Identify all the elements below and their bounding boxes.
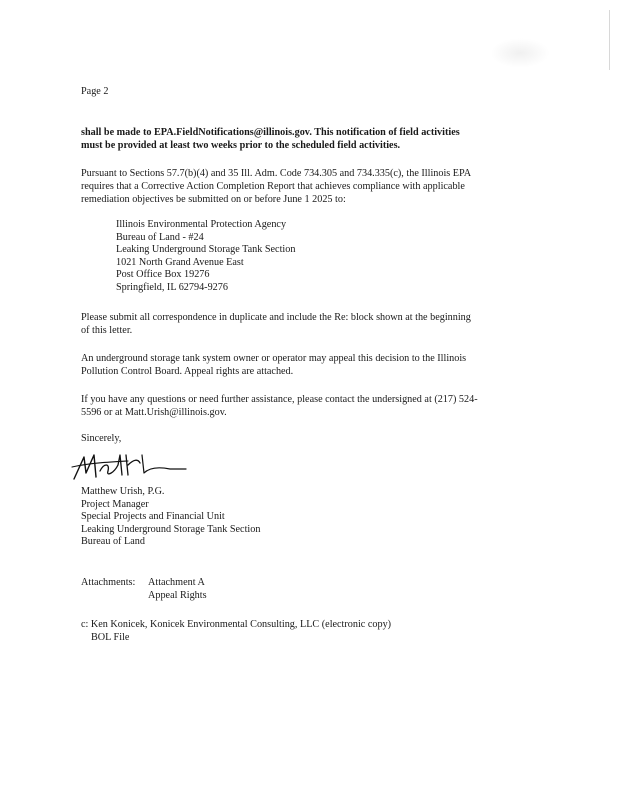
- attachment-item: Attachment A: [148, 577, 205, 588]
- signer-unit: Special Projects and Financial Unit: [81, 511, 225, 522]
- pursuant-line-1: Pursuant to Sections 57.7(b)(4) and 35 Ill. Adm. Code 734.305 and 734.335(c), the Illinois EPA: [81, 168, 472, 179]
- attachments-label: Attachments:: [81, 577, 136, 588]
- submit-line-2: of this letter.: [81, 325, 133, 336]
- questions-line-1: If you have any questions or need further assistance, please contact the undersigned at (217) 524-: [81, 394, 478, 405]
- pursuant-line-3: remediation objectives be submitted on or before June 1 2025 to:: [81, 194, 346, 205]
- page-number: Page 2: [81, 86, 109, 97]
- address-line: Post Office Box 19276: [116, 269, 210, 280]
- address-line: Illinois Environmental Protection Agency: [116, 219, 287, 230]
- cc-line-1: c: Ken Konicek, Konicek Environmental Consulting, LLC (electronic copy): [81, 619, 392, 630]
- appeal-line-1: An underground storage tank system owner or operator may appeal this decision to the Illinois: [81, 353, 467, 364]
- mailing-address: [116, 219, 295, 294]
- notification-line-2: must be provided at least two weeks prior to the scheduled field activities.: [81, 140, 401, 151]
- pursuant-line-2: requires that a Corrective Action Completion Report that achieves compliance with applicable: [81, 181, 465, 192]
- signer-title: Project Manager: [81, 498, 149, 510]
- questions-line-2: 5596 or at Matt.Urish@illinois.gov.: [81, 407, 227, 418]
- handwritten-signature: [70, 449, 190, 485]
- address-line: 1021 North Grand Avenue East: [116, 256, 244, 268]
- submit-line-1: Please submit all correspondence in duplicate and include the Re: block shown at the beginning: [81, 312, 471, 323]
- signer-block: [81, 486, 260, 549]
- signer-section: Leaking Underground Storage Tank Section: [81, 523, 261, 535]
- cc-line-2: BOL File: [91, 632, 130, 643]
- address-line: Leaking Underground Storage Tank Section: [116, 244, 296, 255]
- attachment-item: Appeal Rights: [148, 590, 207, 601]
- notification-line-1: shall be made to EPA.FieldNotifications@illinois.gov. This notification of field activities: [81, 127, 460, 138]
- closing: Sincerely,: [81, 433, 122, 444]
- address-line: Bureau of Land - #24: [116, 231, 204, 243]
- scan-artifact: [490, 38, 550, 68]
- signer-name: Matthew Urish, P.G.: [81, 486, 165, 497]
- scan-edge: [609, 10, 610, 70]
- address-line: Springfield, IL 62794-9276: [116, 281, 228, 293]
- appeal-line-2: Pollution Control Board. Appeal rights are attached.: [81, 366, 294, 377]
- signer-bureau: Bureau of Land: [81, 536, 145, 547]
